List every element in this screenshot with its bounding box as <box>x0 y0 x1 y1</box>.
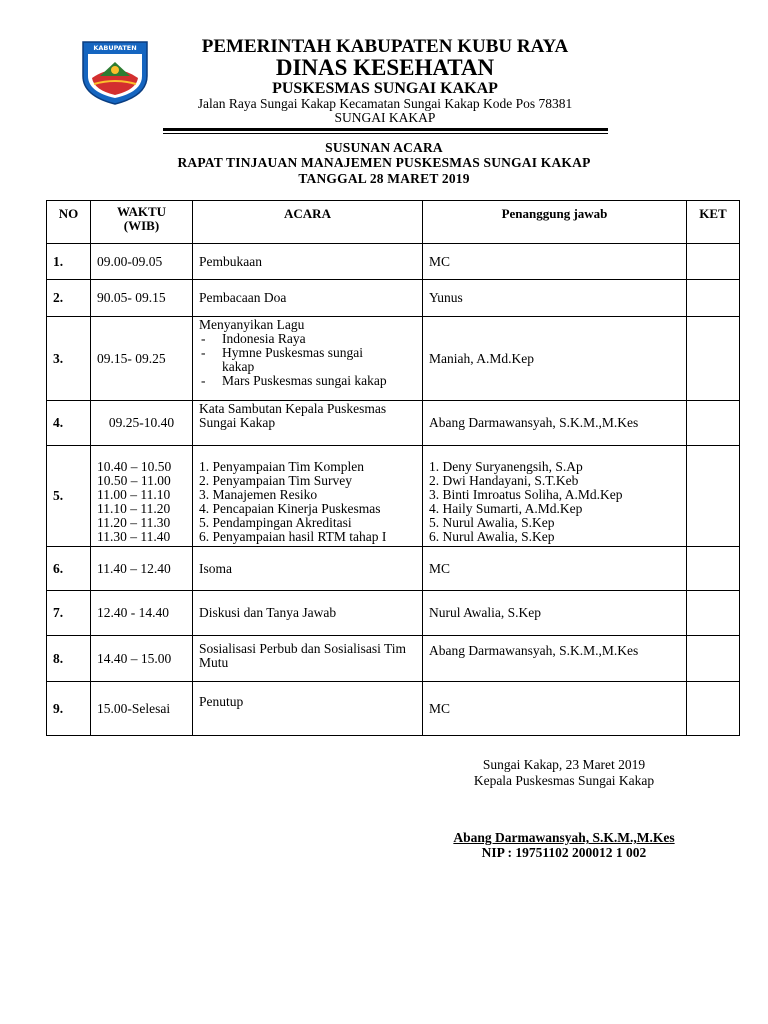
col-header-waktu-line1: WAKTU <box>116 204 167 219</box>
row-person: MC <box>423 682 687 736</box>
row-person-list <box>423 446 687 547</box>
header-agency: DINAS KESEHATAN <box>275 55 495 80</box>
signature-name: Abang Darmawansyah, S.K.M.,M.Kes <box>453 830 675 845</box>
row-agenda: Kata Sambutan Kepala Puskesmas Sungai Kakap <box>193 401 423 446</box>
row-number: 7. <box>47 591 91 636</box>
row-number: 1. <box>47 244 91 280</box>
table-row <box>47 317 740 401</box>
row-time: 14.40 – 15.00 <box>91 636 193 682</box>
time-slot: 11.30 – 11.40 <box>97 529 171 544</box>
table-row <box>47 280 740 317</box>
list-item: 6. Penyampaian hasil RTM tahap I <box>199 529 387 544</box>
row-time: 15.00-Selesai <box>91 682 193 736</box>
time-slot: 11.10 – 11.20 <box>97 501 171 516</box>
col-header-no: NO <box>47 201 91 244</box>
row-number: 8. <box>47 636 91 682</box>
row-time: 09.25-10.40 <box>91 401 193 446</box>
row-agenda: Diskusi dan Tanya Jawab <box>193 591 423 636</box>
row-note <box>687 446 740 547</box>
row-number: 5. <box>47 446 91 547</box>
row-agenda: Pembacaan Doa <box>193 280 423 317</box>
list-item: 6. Nurul Awalia, S.Kep <box>429 529 555 544</box>
schedule-table <box>46 200 740 736</box>
row-agenda-list <box>193 446 423 547</box>
col-header-waktu-line2: (WIB) <box>123 218 160 233</box>
header-government: PEMERINTAH KABUPATEN KUBU RAYA <box>201 36 569 57</box>
row-note <box>687 280 740 317</box>
row-number: 6. <box>47 547 91 591</box>
table-row <box>47 591 740 636</box>
row-note <box>687 317 740 401</box>
row-number: 3. <box>47 317 91 401</box>
list-item: 4. Haily Sumarti, A.Md.Kep <box>429 501 583 516</box>
table-row <box>47 636 740 682</box>
kubu-raya-crest-icon <box>78 38 152 106</box>
row-note <box>687 682 740 736</box>
table-row <box>47 682 740 736</box>
person-list <box>429 460 680 544</box>
row-note <box>687 244 740 280</box>
time-slot: 10.50 – 11.00 <box>97 473 171 488</box>
header-institution: PUSKESMAS SUNGAI KAKAP <box>272 80 498 97</box>
row-note <box>687 636 740 682</box>
signature-nip: NIP : 19751102 200012 1 002 <box>481 845 647 860</box>
list-item: 2. Dwi Handayani, S.T.Keb <box>429 473 579 488</box>
row-person: Nurul Awalia, S.Kep <box>423 591 687 636</box>
list-item: 2. Penyampaian Tim Survey <box>199 473 353 488</box>
document-title: SUSUNAN ACARA <box>325 140 443 155</box>
list-item: 3. Binti Imroatus Soliha, A.Md.Kep <box>429 487 623 502</box>
row-time-list <box>91 446 193 547</box>
meeting-name: RAPAT TINJAUAN MANAJEMEN PUSKESMAS SUNGAI KAKAP <box>177 155 591 170</box>
time-slot: 11.20 – 11.30 <box>97 515 171 530</box>
row-number: 9. <box>47 682 91 736</box>
list-item: 5. Pendampingan Akreditasi <box>199 515 352 530</box>
song-list <box>199 332 416 388</box>
time-slot: 11.00 – 11.10 <box>97 487 171 502</box>
row-note <box>687 591 740 636</box>
table-row <box>47 547 740 591</box>
row-agenda: Isoma <box>193 547 423 591</box>
list-item: 3. Manajemen Resiko <box>199 487 318 502</box>
row-time: 09.15- 09.25 <box>91 317 193 401</box>
col-header-acara: ACARA <box>193 201 423 244</box>
header-city: SUNGAI KAKAP <box>334 110 436 125</box>
row-person: MC <box>423 244 687 280</box>
row-agenda: Pembukaan <box>193 244 423 280</box>
header-divider-thick <box>163 128 608 131</box>
row-person: MC <box>423 547 687 591</box>
row-person: Maniah, A.Md.Kep <box>423 317 687 401</box>
time-slot: 10.40 – 10.50 <box>97 459 172 474</box>
row-agenda <box>193 317 423 401</box>
list-item: 1. Penyampaian Tim Komplen <box>199 459 364 474</box>
signature-place-date: Sungai Kakap, 23 Maret 2019 <box>482 757 646 772</box>
header-divider-thin <box>163 133 608 134</box>
row-time: 11.40 – 12.40 <box>91 547 193 591</box>
col-header-waktu <box>91 201 193 244</box>
table-row <box>47 446 740 547</box>
row-number: 4. <box>47 401 91 446</box>
list-item: - Hymne Puskesmas sungai kakap <box>199 346 416 374</box>
header-address: Jalan Raya Sungai Kakap Kecamatan Sungai Kakap Kode Pos 78381 <box>197 96 573 111</box>
row-number: 2. <box>47 280 91 317</box>
row-time: 12.40 - 14.40 <box>91 591 193 636</box>
row-note <box>687 401 740 446</box>
agenda-list <box>199 460 416 544</box>
list-item: 1. Deny Suryanengsih, S.Ap <box>429 459 583 474</box>
row-note <box>687 547 740 591</box>
row-time: 90.05- 09.15 <box>91 280 193 317</box>
table-row <box>47 244 740 280</box>
list-item: 5. Nurul Awalia, S.Kep <box>429 515 555 530</box>
agenda-heading: Menyanyikan Lagu <box>199 317 305 332</box>
col-header-ket: KET <box>687 201 740 244</box>
logo-label: KABUPATEN <box>93 44 137 52</box>
row-person: Abang Darmawansyah, S.K.M.,M.Kes <box>423 636 687 682</box>
meeting-date: TANGGAL 28 MARET 2019 <box>298 171 470 186</box>
list-item: - Indonesia Raya <box>199 332 416 346</box>
table-row <box>47 401 740 446</box>
row-person: Abang Darmawansyah, S.K.M.,M.Kes <box>423 401 687 446</box>
col-header-pj: Penanggung jawab <box>423 201 687 244</box>
row-agenda: Sosialisasi Perbub dan Sosialisasi Tim Mutu <box>193 636 423 682</box>
list-item: 4. Pencapaian Kinerja Puskesmas <box>199 501 381 516</box>
signature-position: Kepala Puskesmas Sungai Kakap <box>473 773 655 788</box>
row-person: Yunus <box>423 280 687 317</box>
list-item: - Mars Puskesmas sungai kakap <box>199 374 416 388</box>
table-header-row <box>47 201 740 244</box>
row-time: 09.00-09.05 <box>91 244 193 280</box>
row-agenda: Penutup <box>193 682 423 736</box>
